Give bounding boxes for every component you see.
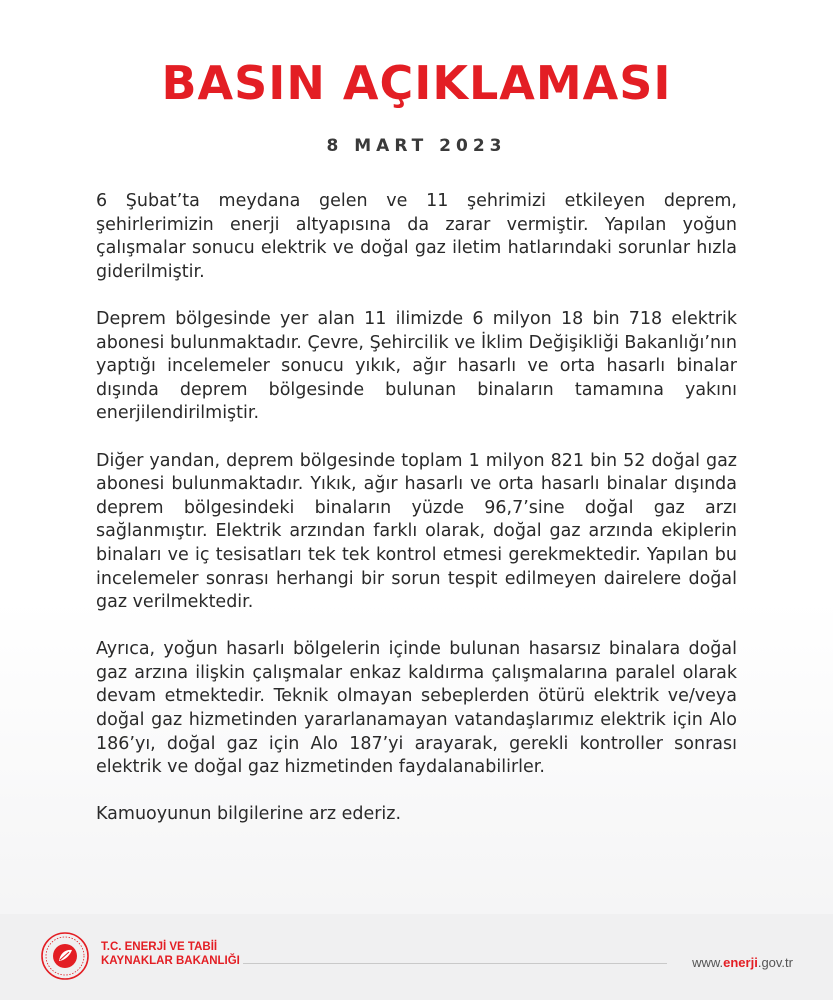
footer-divider: [243, 963, 667, 964]
ministry-name-line-2: KAYNAKLAR BAKANLIĞI: [101, 955, 240, 967]
url-brand: enerji: [723, 955, 758, 970]
ministry-name-line-1: T.C. ENERJİ VE TABİİ: [101, 941, 218, 953]
ministry-emblem-icon: [40, 931, 90, 981]
page-title: BASIN AÇIKLAMASI: [161, 56, 672, 110]
website-link[interactable]: [692, 955, 793, 970]
press-release-body: [96, 190, 737, 851]
paragraph-1: 6 Şubat’ta meydana gelen ve 11 şehrimizi etkileyen deprem, şehirlerimizin enerji altyapısına da zarar vermiştir. Yapılan yoğun çalışmalar sonucu elektrik ve doğal gaz iletim hatlarındaki sorunlar hızla giderilmiştir.: [96, 191, 737, 282]
paragraph-4: Ayrıca, yoğun hasarlı bölgelerin içinde bulunan hasarsız binalara doğal gaz arzına ilişkin çalışmalar enkaz kaldırma çalışmalarına paralel olarak devam etmektedir. Teknik olmayan sebeplerden ötürü elektrik ve/veya doğal gaz hizmetinden yararlanamayan vatandaşlarımız elektrik için Alo 186’yı, doğal gaz için Alo 187’yi arayarak, gerekli kontroller sonrası elektrik ve doğal gaz hizmetinden faydalanabilirler.: [96, 639, 737, 778]
release-date: 8 MART 2023: [326, 136, 507, 156]
url-suffix: .gov.tr: [757, 955, 793, 970]
paragraph-3: Diğer yandan, deprem bölgesinde toplam 1 milyon 821 bin 52 doğal gaz abonesi bulunmaktadır. Yıkık, ağır hasarlı ve orta hasarlı binalar dışında deprem bölgesindeki binaların yüzde 96,7’sine doğal gaz arzı sağlanmıştır. Elektrik arzından farklı olarak, doğal gaz arzında ekiplerin binaları ve iç tesisatları tek tek kontrol etmesi gerekmektedir. Yapılan bu incelemeler sonrası herhangi bir sorun tespit edilmeyen dairelere doğal gaz verilmektedir.: [96, 450, 737, 613]
paragraph-2: Deprem bölgesinde yer alan 11 ilimizde 6 milyon 18 bin 718 elektrik abonesi bulunmaktadır. Çevre, Şehircilik ve İklim Değişikliği Bakanlığı’nın yaptığı incelemeler sonucu yıkık, ağır hasarlı ve orta hasarlı binalar dışında deprem bölgesinde bulunan binaların tamamına yakını enerjilendirilmiştir.: [96, 308, 737, 424]
url-prefix: www.: [692, 955, 724, 970]
paragraph-5: Kamuoyunun bilgilerine arz ederiz.: [96, 804, 402, 825]
ministry-name: [101, 940, 240, 968]
